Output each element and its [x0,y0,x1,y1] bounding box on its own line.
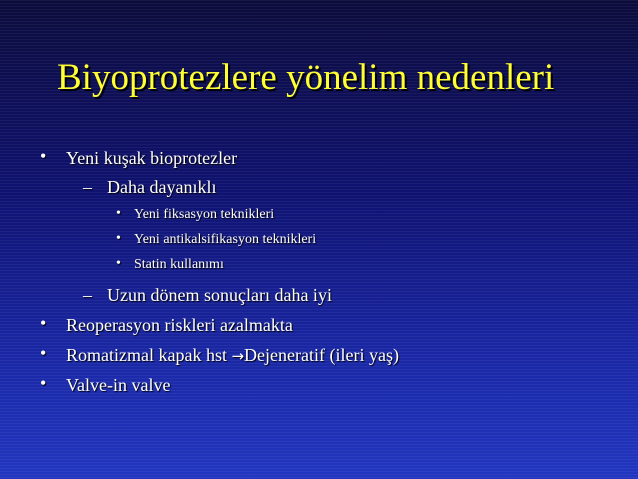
bullet-marker: • [116,256,121,271]
subsubbullet-text: Yeni antikalsifikasyon teknikleri [134,232,317,247]
bullet-marker: • [40,373,47,393]
bullet-marker: • [116,206,121,221]
subsubbullet-item-antikalsifikasyon [116,231,317,248]
bullet-marker: • [40,313,47,333]
dash-marker: – [83,177,92,197]
subbullet-item-daha-dayanikli [83,177,217,198]
slide-title: Biyoprotezlere yönelim nedenleri [57,57,555,98]
subsubbullet-item-fiksasyon [116,206,275,223]
bullet-item-reoperasyon [40,313,293,336]
bullet-item-valve-in-valve [40,373,171,396]
subbullet-text: Uzun dönem sonuçları daha iyi [107,285,332,305]
dash-marker: – [83,285,92,305]
bullet-text-before-arrow: Romatizmal kapak hst [66,345,232,365]
bullet-text: Valve-in valve [66,375,171,395]
bullet-text: Yeni kuşak bioprotezler [66,148,238,168]
bullet-marker: • [116,231,121,246]
subsubbullet-text: Statin kullanımı [134,257,224,272]
subbullet-text: Daha dayanıklı [107,177,217,197]
bullet-text-after-arrow: Dejeneratif (ileri yaş) [244,345,399,365]
subbullet-item-uzun-donem [83,285,332,306]
bullet-marker: • [40,343,47,363]
subsubbullet-item-statin [116,256,224,273]
bullet-item-romatizmal [40,343,399,366]
subsubbullet-text: Yeni fiksasyon teknikleri [134,207,275,222]
arrow-right-icon: → [231,347,245,365]
bullet-text: Reoperasyon riskleri azalmakta [66,315,293,335]
bullet-item-yeni-kusak [40,146,238,169]
bullet-marker: • [40,146,47,166]
